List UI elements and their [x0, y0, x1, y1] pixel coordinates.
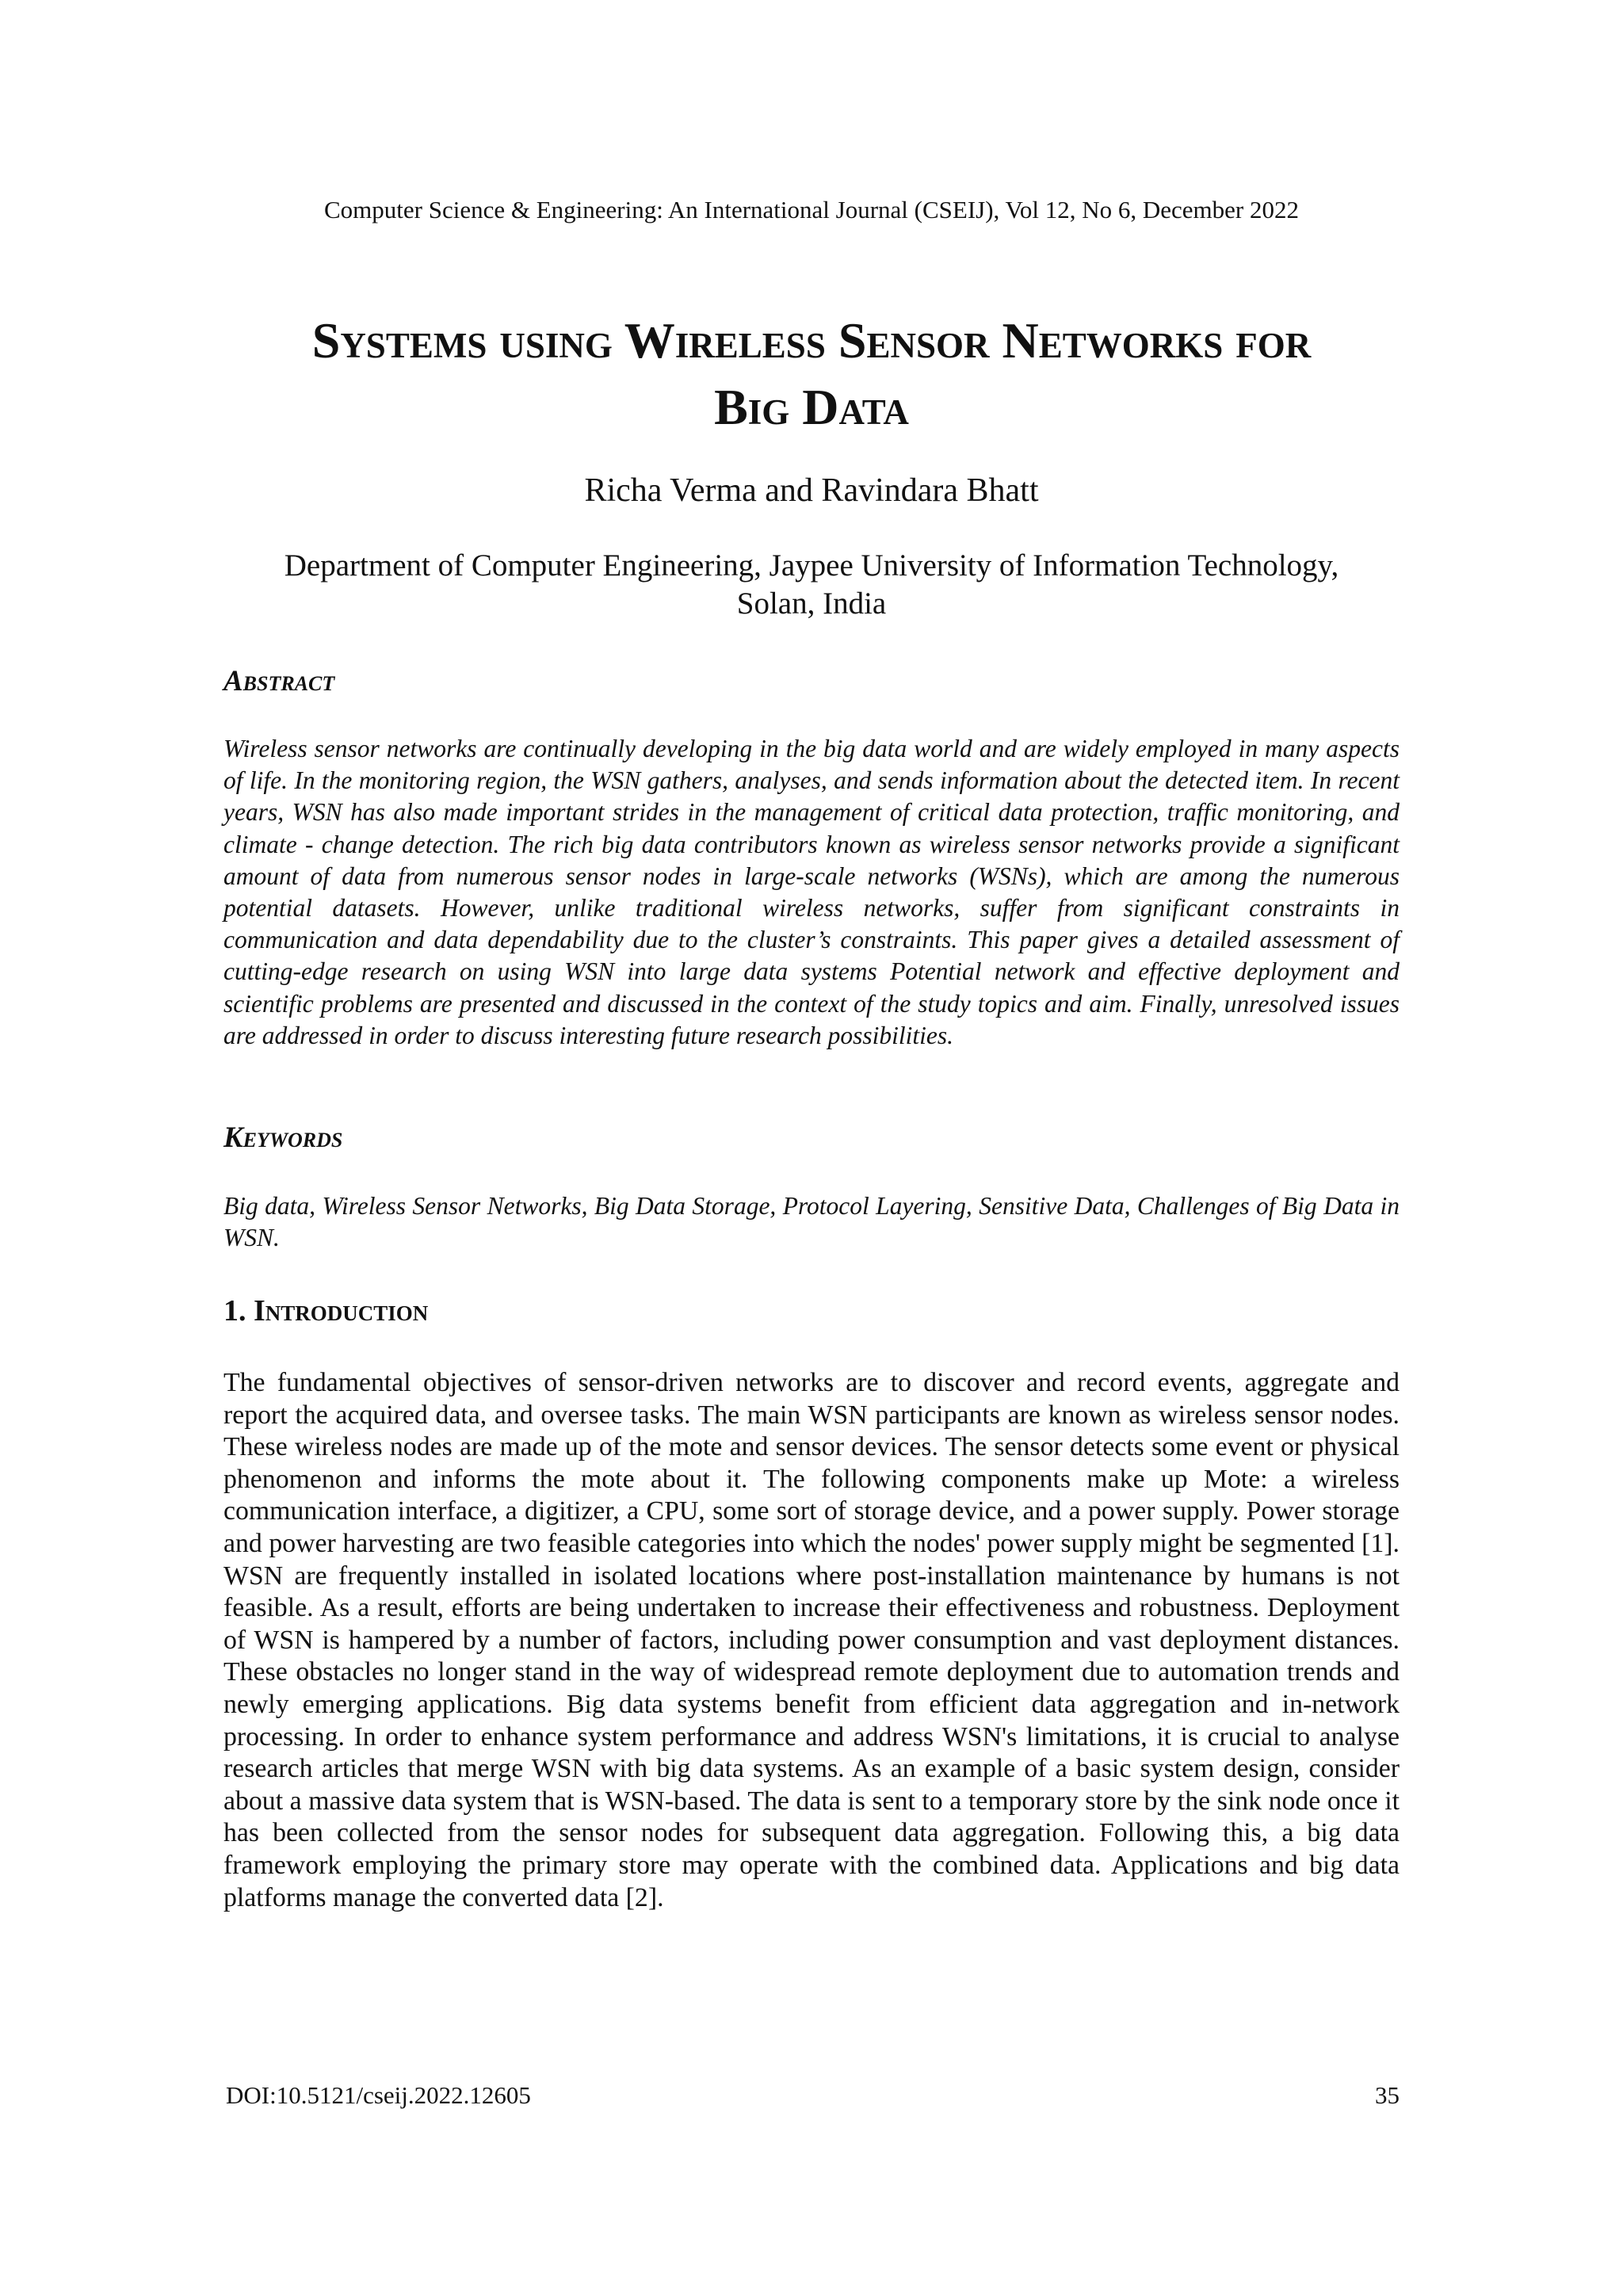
keywords-heading: Keywords: [223, 1121, 343, 1154]
authors: Richa Verma and Ravindara Bhatt: [584, 472, 1039, 509]
paper-title-line-2: Big Data: [714, 379, 909, 436]
page-number: 35: [1375, 2081, 1400, 2109]
abstract-text: Wireless sensor networks are continually developing in the big data world and are widely employed in many aspects of life. In the monitoring region, the WSN gathers, analyses, and sends information about the detected item. In recent years, WSN has also made important strides in the management of critical data protection, traffic monitoring, and climate - change detection. The rich big data contributors known as wireless sensor networks provide a significant amount of data from numerous sensor nodes in large-scale networks (WSNs), which are among the numerous potential datasets. However, unlike traditional wireless networks, suffer from significant constraints in communication and data dependability due to the cluster’s constraints. This paper gives a detailed assessment of cutting-edge research on using WSN into large data systems Potential network and effective deployment and scientific problems are presented and discussed in the context of the study topics and aim. Finally, unresolved issues are addressed in order to discuss interesting future research possibilities.: [223, 735, 1400, 1049]
abstract-heading: Abstract: [223, 665, 335, 697]
affiliation-line-2: Solan, India: [736, 586, 887, 621]
paper-title: [158, 308, 1465, 441]
introduction-heading: 1. Introduction: [223, 1294, 429, 1328]
footer-doi: DOI:10.5121/cseij.2022.12605: [226, 2081, 531, 2109]
affiliation-line-1: Department of Computer Engineering, Jaypee University of Information Technology,: [284, 548, 1339, 583]
keywords-text: Big data, Wireless Sensor Networks, Big Data Storage, Protocol Layering, Sensitive Data, Challenges of Big Data in WSN.: [223, 1192, 1400, 1252]
paper-title-line-1: Systems using Wireless Sensor Networks for: [311, 312, 1312, 369]
introduction-text: The fundamental objectives of sensor-driven networks are to discover and record events, aggregate and report the acquired data, and oversee tasks. The main WSN participants are known as wireless sensor nodes. These wireless nodes are made up of the mote and sensor devices. The sensor detects some event or physical phenomenon and informs the mote about it. The following components make up Mote: a wireless communication interface, a digitizer, a CPU, some sort of storage device, and a power supply. Power storage and power harvesting are two feasible categories into which the nodes' power supply might be segmented [1]. WSN are frequently installed in isolated locations where post-installation maintenance by humans is not feasible. As a result, efforts are being undertaken to increase their effectiveness and robustness. Deployment of WSN is hampered by a number of factors, including power consumption and vast deployment distances. These obstacles no longer stand in the way of widespread remote deployment due to automation trends and newly emerging applications. Big data systems benefit from efficient data aggregation and in-network processing. In order to enhance system performance and address WSN's limitations, it is crucial to analyse research articles that merge WSN with big data systems. As an example of a basic system design, consider about a massive data system that is WSN-based. The data is sent to a temporary store by the sink node once it has been collected from the sensor nodes for subsequent data aggregation. Following this, a big data framework employing the primary store may operate with the combined data. Applications and big data platforms manage the converted data [2].: [223, 1368, 1400, 1912]
running-header: Computer Science & Engineering: An International Journal (CSEIJ), Vol 12, No 6, December 2022: [324, 196, 1299, 223]
affiliation: [198, 547, 1425, 622]
